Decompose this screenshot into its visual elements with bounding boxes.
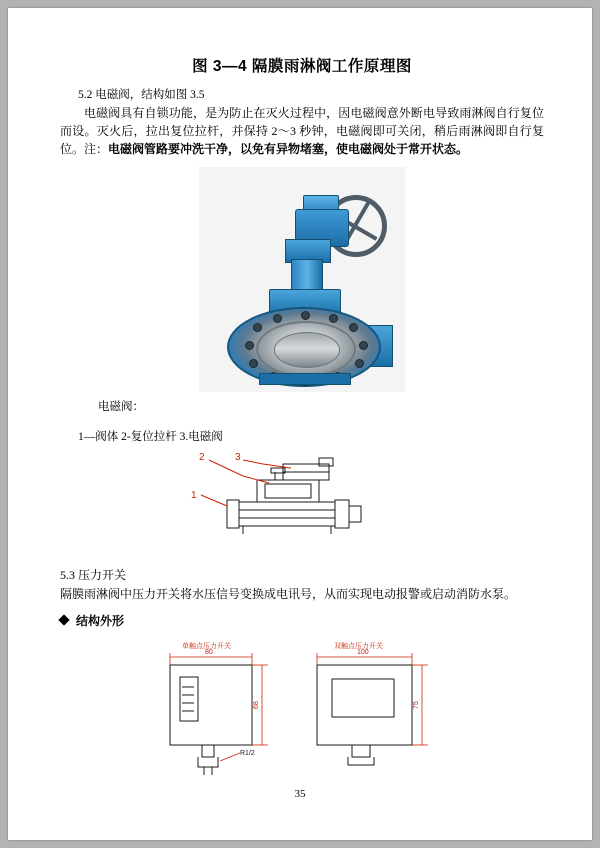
document-page (8, 8, 592, 840)
callout-3: 3 (235, 451, 241, 463)
valve-photo-container (60, 167, 544, 392)
right-dim-width: 100 (357, 648, 369, 656)
butterfly-valve-photo (199, 167, 405, 392)
left-dim-height: 68 (253, 700, 260, 709)
right-drawing-title: 双触点压力开关 (334, 642, 383, 650)
callout-2: 2 (199, 451, 205, 463)
pressure-switch-dimension-drawing (152, 635, 452, 795)
solenoid-linedrawing-container (60, 450, 544, 548)
valve-bore (256, 321, 356, 377)
page-number: 35 (294, 788, 306, 800)
left-dim-width: 80 (205, 648, 213, 656)
section-5-2-paragraph (60, 104, 544, 159)
thread-label: R1/2 (240, 749, 255, 757)
structure-bullet (60, 612, 544, 629)
valve-disc (274, 332, 340, 368)
photo-caption: 电磁阀： (98, 400, 144, 413)
paragraph-emphasis: 电磁阀管路要冲洗干净，以免有异物堵塞，使电磁阀处于常开状态。 (108, 142, 469, 157)
figure-legend: 1—阀体 2-复位拉杆 3.电磁阀 (78, 430, 223, 443)
callout-1: 1 (191, 489, 197, 501)
page-content (60, 54, 544, 795)
diamond-bullet-icon (58, 615, 69, 626)
left-drawing-title: 单触点压力开关 (182, 642, 231, 650)
page-title: 图 3—4 隔膜雨淋阀工作原理图 (192, 58, 412, 75)
paragraph-text: 电磁阀具有自锁功能，是为防止在灭火过程中，因电磁阀意外断电导致雨淋阀自行复位而设。灭火后，拉出复位拉杆，并保持 2～3 秒钟，电磁阀即可关闭，稍后雨淋阀即自行复位。注： (60, 106, 544, 157)
solenoid-valve-drawing (187, 450, 417, 548)
section-5-3-paragraph: 隔膜雨淋阀中压力开关将水压信号变换成电讯号，从而实现电动报警或启动消防水泵。 (60, 586, 517, 601)
valve-base (259, 373, 351, 385)
right-dim-height: 75 (413, 700, 420, 709)
structure-bullet-label: 结构外形 (76, 613, 125, 628)
pressure-switch-drawings (60, 635, 544, 795)
section-5-3-heading: 5.3 压力开关 (60, 567, 127, 582)
section-5-3 (60, 566, 544, 629)
callout-numbers (191, 452, 241, 501)
section-5-2-heading: 5.2 电磁阀，结构如图 3.5 (78, 89, 205, 101)
